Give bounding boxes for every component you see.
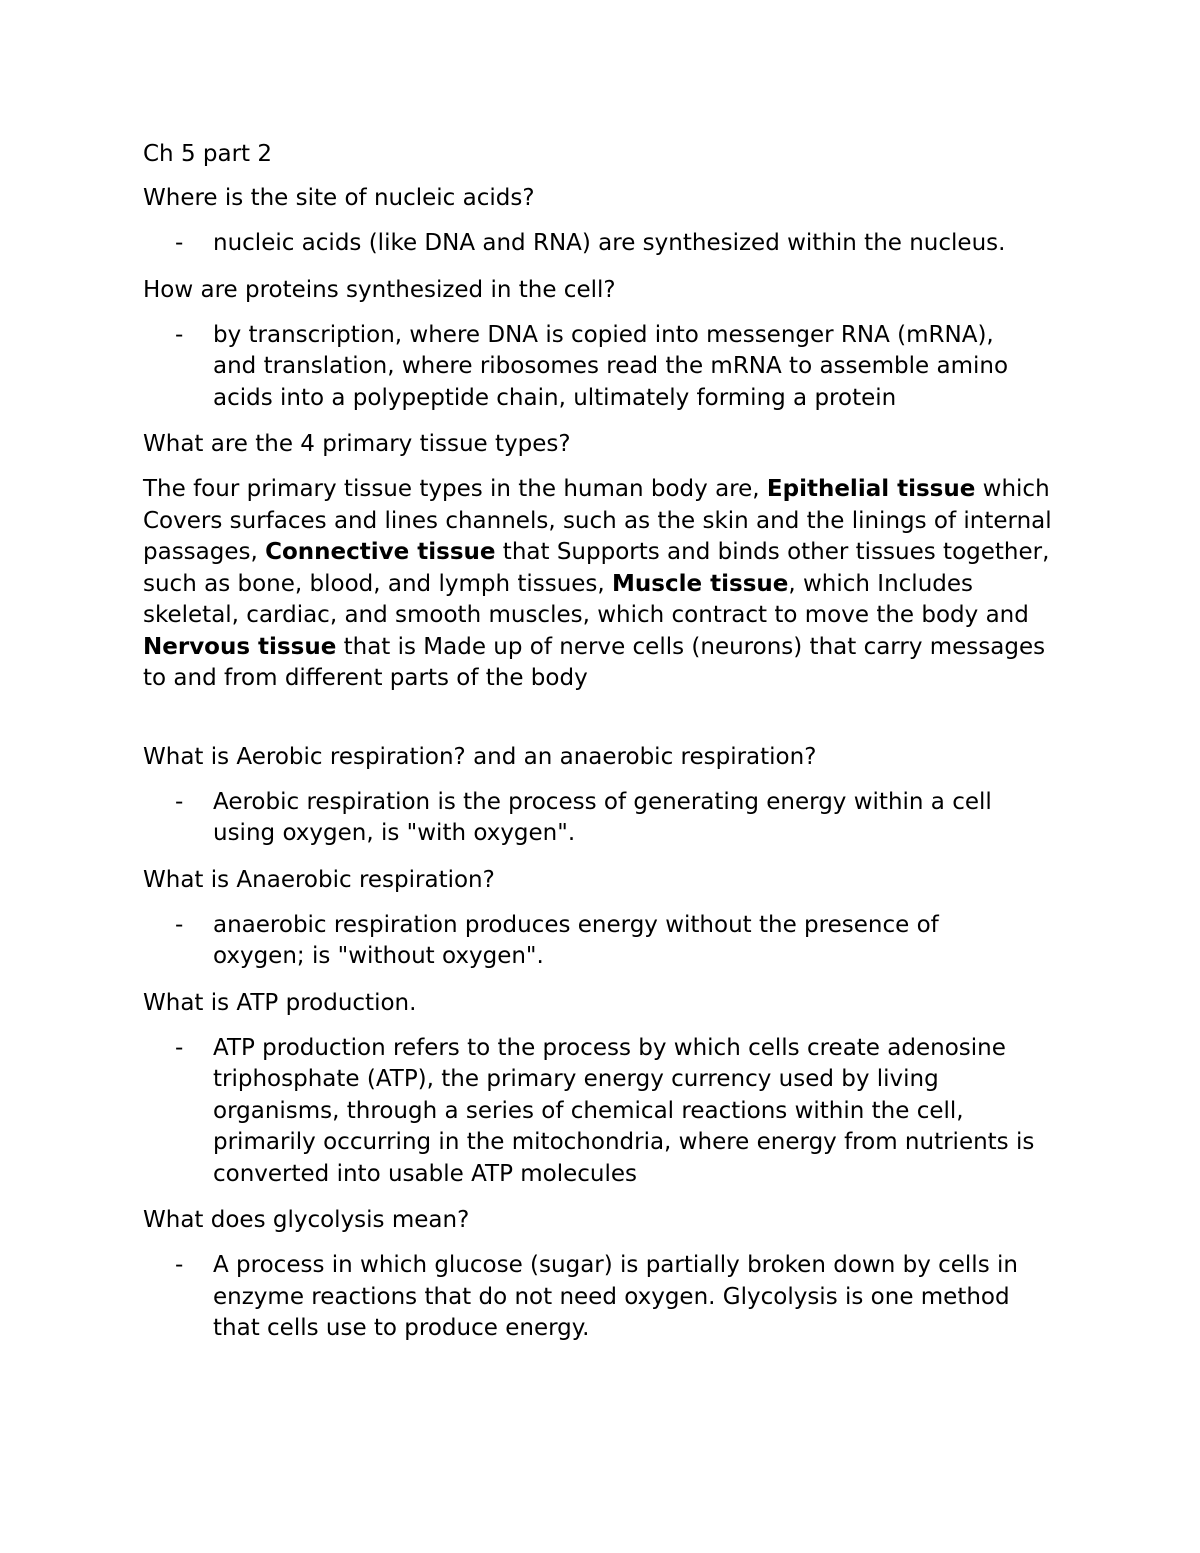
bullet-dash: - (175, 321, 184, 348)
question-tissue-types: What are the 4 primary tissue types? (143, 431, 571, 457)
term-connective-tissue: Connective tissue (265, 539, 496, 565)
paragraph-text: The four primary tissue types in the human body are, (143, 476, 767, 502)
answer-line: primarily occurring in the mitochondria, where energy from nutrients is (213, 1129, 1035, 1155)
answer-line: Aerobic respiration is the process of generating energy within a cell (213, 788, 992, 815)
paragraph-text: that is Made up of nerve cells (neurons) that carry messages to and from different parts of the body (143, 633, 1046, 691)
answer-line: organisms, through a series of chemical reactions within the cell, (213, 1097, 964, 1124)
bullet-dash: - (175, 911, 184, 938)
answer-line: ATP production refers to the process by which cells create adenosine (213, 1034, 1006, 1061)
term-muscle-tissue: Muscle tissue (612, 570, 789, 597)
term-epithelial-tissue: Epithelial tissue (766, 476, 976, 502)
answer-line: and translation, where ribosomes read the mRNA to assemble amino (213, 353, 1009, 379)
blank-line (143, 709, 1073, 741)
answer-glycolysis (143, 1250, 1073, 1345)
answer-atp-production (143, 1033, 1073, 1191)
answer-line: A process in which glucose (sugar) is partially broken down by cells in (213, 1252, 1018, 1278)
answer-protein-synthesis (143, 320, 1073, 415)
question-glycolysis: What does glycolysis mean? (143, 1207, 470, 1233)
question-aerobic-respiration: What is Aerobic respiration? and an anaerobic respiration? (143, 743, 817, 770)
answer-text: nucleic acids (like DNA and RNA) are synthesized within the nucleus. (213, 230, 1006, 256)
paragraph-text: which Covers surfaces and lines channels, such as the skin and the linings of internal passages, (143, 476, 1052, 565)
answer-line: oxygen; is "without oxygen". (213, 943, 544, 969)
answer-line: anaerobic respiration produces energy without the presence of (213, 911, 939, 938)
paragraph-tissue-types (143, 474, 1073, 695)
bullet-dash: - (175, 230, 184, 256)
answer-line: acids into a polypeptide chain, ultimately forming a protein (213, 384, 897, 411)
bullet-dash: - (175, 788, 184, 815)
paragraph-text: that Supports and binds other tissues together, such as bone, blood, and lymph tissues, (143, 539, 1050, 597)
answer-line: using oxygen, is "with oxygen". (213, 820, 576, 846)
document-title: Ch 5 part 2 (143, 141, 273, 167)
answer-line: triphosphate (ATP), the primary energy currency used by living (213, 1066, 939, 1092)
bullet-dash: - (175, 1252, 184, 1278)
answer-anaerobic-respiration (143, 910, 1073, 973)
term-nervous-tissue: Nervous tissue (143, 633, 337, 660)
answer-nucleic-acids (143, 228, 1073, 260)
answer-line: converted into usable ATP molecules (213, 1160, 638, 1187)
paragraph-text: , which Includes skeletal, cardiac, and smooth muscles, which contract to move the body and (143, 570, 1029, 628)
document-page (143, 138, 1073, 1359)
question-protein-synthesis: How are proteins synthesized in the cell? (143, 276, 616, 303)
question-anaerobic-respiration: What is Anaerobic respiration? (143, 866, 495, 893)
answer-line: enzyme reactions that do not need oxygen. Glycolysis is one method (213, 1283, 1010, 1310)
question-nucleic-acids: Where is the site of nucleic acids? (143, 185, 535, 211)
answer-line: that cells use to produce energy. (213, 1315, 590, 1341)
question-atp-production: What is ATP production. (143, 989, 417, 1016)
answer-line: by transcription, where DNA is copied into messenger RNA (mRNA), (213, 321, 994, 348)
answer-aerobic-respiration (143, 787, 1073, 850)
bullet-dash: - (175, 1034, 184, 1061)
